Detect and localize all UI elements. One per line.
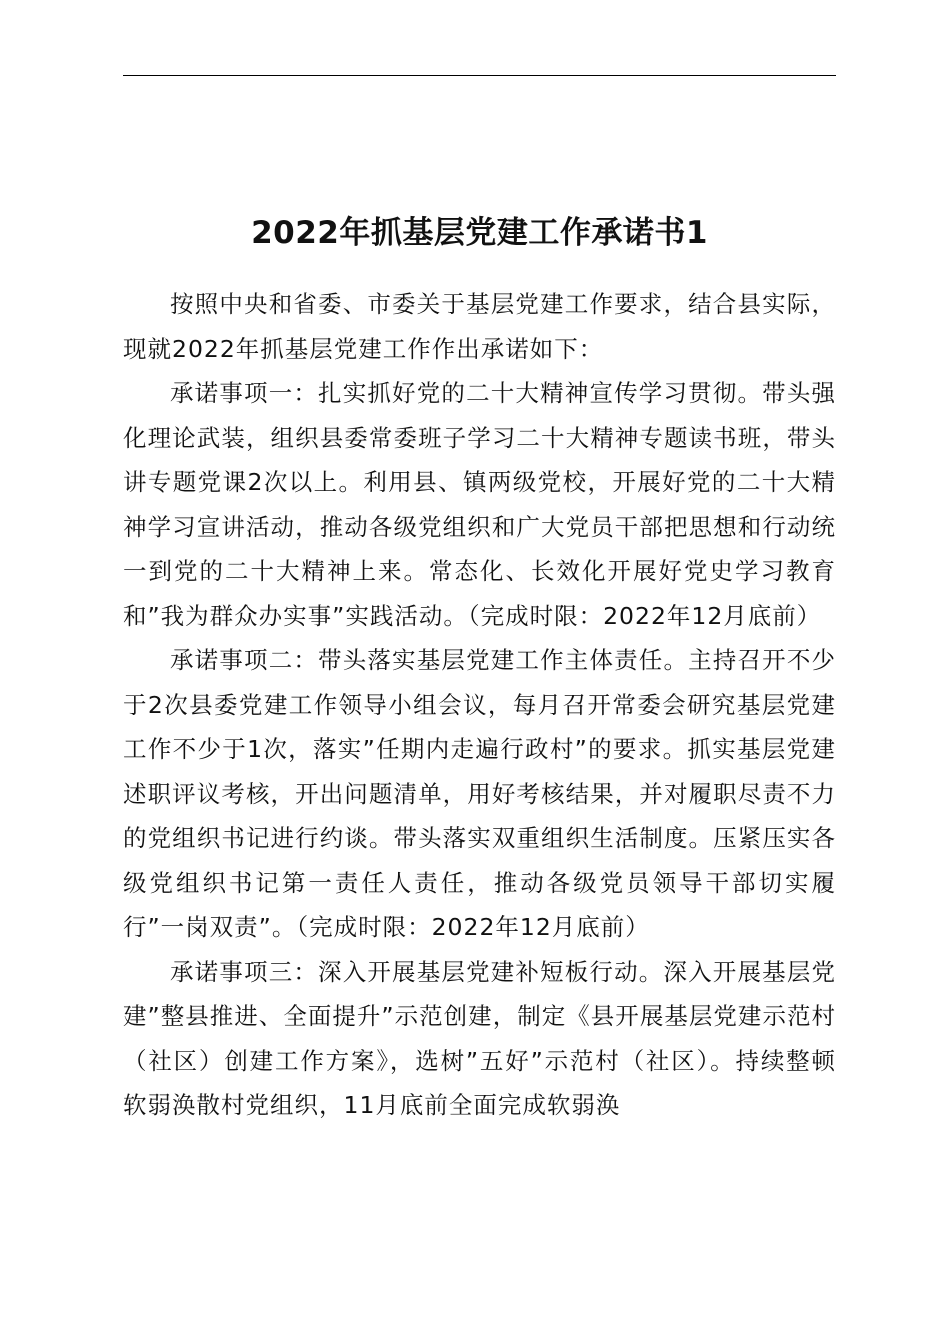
document-title: 2022年抓基层党建工作承诺书1 bbox=[251, 215, 708, 251]
header-rule bbox=[123, 75, 836, 76]
intro-paragraph: 按照中央和省委、市委关于基层党建工作要求，结合县实际，现就2022年抓基层党建工作作出承诺如下： bbox=[123, 290, 836, 363]
document-body bbox=[123, 282, 836, 1128]
commitment-three-paragraph: 承诺事项三：深入开展基层党建补短板行动。深入开展基层党建”整县推进、全面提升”示范创建，制定《县开展基层党建示范村（社区）创建工作方案》，选树”五好”示范村（社区）。持续整顿软弱涣散村党组织，11月底前全面完成软弱涣 bbox=[123, 957, 836, 1119]
commitment-one-paragraph: 承诺事项一：扎实抓好党的二十大精神宣传学习贯彻。带头强化理论武装，组织县委常委班子学习二十大精神专题读书班，带头讲专题党课2次以上。利用县、镇两级党校，开展好党的二十大精神学习宣讲活动，推动各级党组织和广大党员干部把思想和行动统一到党的二十大精神上来。常态化、长效化开展好党史学习教育和”我为群众办实事”实践活动。（完成时限：2022年12月底前） bbox=[123, 379, 836, 630]
commitment-two-paragraph: 承诺事项二：带头落实基层党建工作主体责任。主持召开不少于2次县委党建工作领导小组会议，每月召开常委会研究基层党建工作不少于1次，落实”任期内走遍行政村”的要求。抓实基层党建述职评议考核，开出问题清单，用好考核结果，并对履职尽责不力的党组织书记进行约谈。带头落实双重组织生活制度。压紧压实各级党组织书记第一责任人责任，推动各级党员领导干部切实履行”一岗双责”。（完成时限：2022年12月底前） bbox=[123, 646, 836, 941]
